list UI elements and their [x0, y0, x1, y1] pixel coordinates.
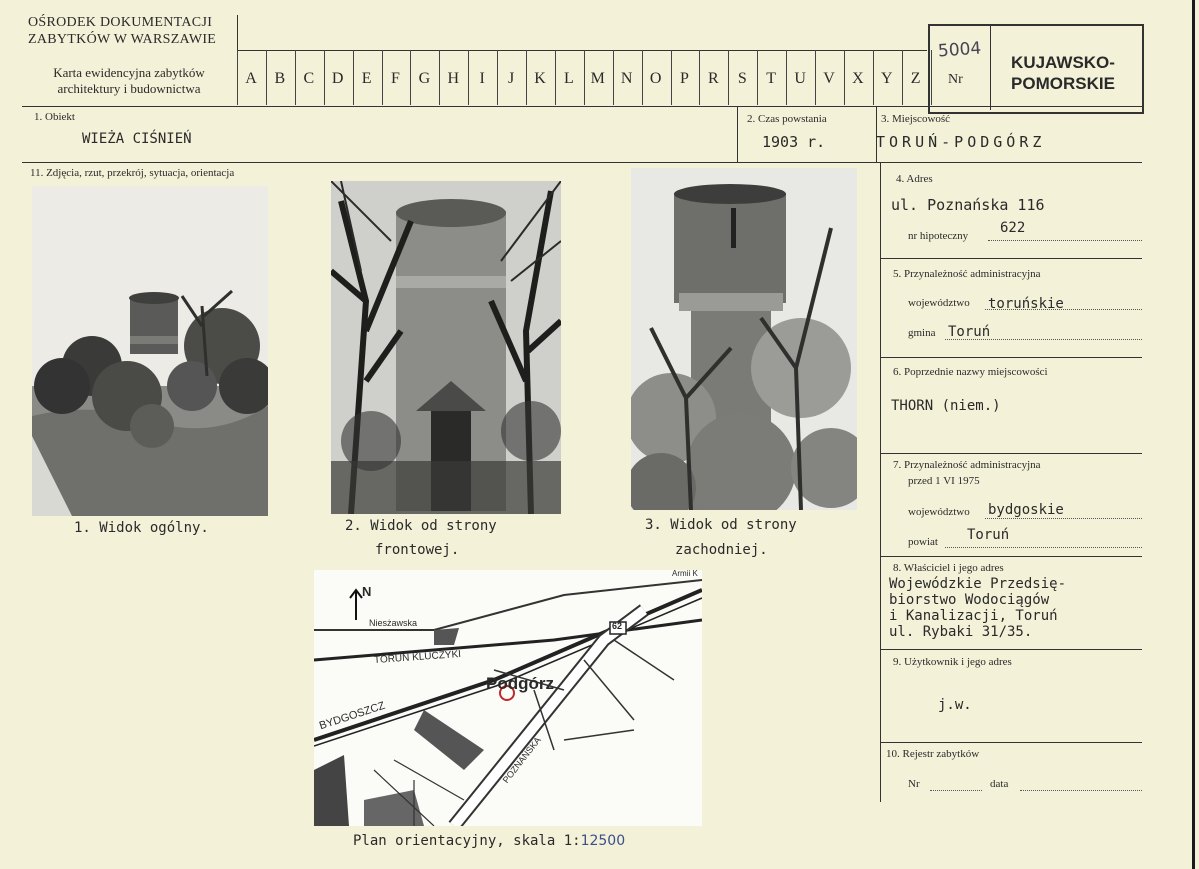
letter-index-e: E	[361, 70, 372, 87]
letter-index-u: U	[794, 70, 806, 87]
przynaleznosc2-sub: przed 1 VI 1975	[908, 475, 980, 487]
powiat-value: Toruń	[967, 527, 1010, 543]
adres-value: ul. Poznańska 116	[891, 196, 1045, 214]
photo-caption-3a: 3. Widok od strony	[645, 517, 797, 533]
wojewodztwo-label: województwo	[908, 297, 970, 309]
poprzednie-nazwy-label: 6. Poprzednie nazwy miejscowości	[893, 366, 1048, 378]
rejestr-label: 10. Rejestr zabytków	[886, 748, 980, 760]
wlasciciel-line-2: biorstwo Wodociągów	[889, 592, 1050, 608]
wlasciciel-line-1: Wojewódzkie Przedsię-	[889, 576, 1067, 592]
orientation-map	[314, 570, 702, 826]
photo-front-view	[331, 181, 561, 514]
letter-index-p: P	[680, 70, 689, 87]
map-caption	[353, 833, 625, 849]
map-label-62: 62	[612, 621, 623, 631]
letter-index-n: N	[620, 70, 633, 87]
wojewodztwo-value: toruńskie	[988, 296, 1064, 312]
photo-west-view	[631, 168, 857, 510]
region-line-1: KUJAWSKO-	[1011, 53, 1115, 72]
wojewodztwo2-label: województwo	[908, 506, 970, 518]
letter-index-h: H	[447, 70, 460, 87]
przynaleznosc2-label: 7. Przynależność administracyjna	[893, 459, 1041, 471]
letter-index-v: V	[823, 70, 835, 87]
photo-caption-3b: zachodniej.	[675, 542, 768, 558]
letter-index-l: L	[564, 70, 574, 87]
map-label-niestawska: Niesżawska	[369, 618, 418, 628]
obiekt-value: WIEŻA CIŚNIEŃ	[82, 131, 192, 147]
photo-caption-2a: 2. Widok od strony	[345, 518, 497, 534]
region-line-2: POMORSKIE	[1011, 74, 1115, 93]
uzytkownik-value: j.w.	[938, 697, 972, 713]
map-label-armii: Armii K	[672, 570, 698, 578]
letter-index-t: T	[766, 70, 777, 87]
letter-index-c: C	[303, 70, 315, 87]
uzytkownik-label: 9. Użytkownik i jego adres	[893, 656, 1012, 668]
region-name	[998, 52, 1128, 94]
wlasciciel-line-4: ul. Rybaki 31/35.	[889, 624, 1033, 640]
letter-index-k: K	[534, 70, 546, 87]
gmina-label: gmina	[908, 327, 936, 339]
nr-label: Nr	[948, 72, 963, 87]
wlasciciel-value	[889, 576, 1066, 640]
photo-caption-2b: frontowej.	[375, 542, 460, 558]
zdjecia-label: 11. Zdjęcia, rzut, przekrój, sytuacja, orientacja	[30, 167, 235, 179]
letter-index-f: F	[391, 70, 400, 87]
przynaleznosc-label: 5. Przynależność administracyjna	[893, 268, 1041, 280]
rejestr-nr-label: Nr	[908, 778, 920, 790]
letter-index-d: D	[331, 70, 344, 87]
nr-hipoteczny-value: 622	[1000, 220, 1026, 236]
powiat-label: powiat	[908, 536, 938, 548]
card-type-line-1: Karta ewidencyjna zabytków	[53, 65, 205, 80]
obiekt-label: 1. Obiekt	[34, 111, 75, 123]
nr-handwritten: 5004	[937, 38, 982, 62]
map-scale-value: 12500	[580, 833, 626, 849]
card-type	[34, 65, 224, 97]
letter-index-s: S	[737, 70, 747, 87]
letter-index-o: O	[649, 70, 662, 87]
institution-line-1: OŚRODEK DOKUMENTACJI	[28, 15, 213, 30]
wlasciciel-label: 8. Właściciel i jego adres	[893, 562, 1004, 574]
letter-index-b: B	[274, 70, 286, 87]
czas-value: 1903 r.	[762, 133, 826, 151]
miejscowosc-value: TORUŃ-PODGÓRZ	[876, 133, 1046, 151]
gmina-value: Toruń	[948, 324, 991, 340]
map-label-kluczyki: TORUŃ KLUCZYKI	[373, 648, 462, 667]
poprzednie-nazwy-value: THORN (niem.)	[891, 398, 1001, 414]
miejscowosc-label: 3. Miejscowość	[881, 113, 951, 125]
map-label-bydgoszcz: BYDGOSZCZ	[317, 699, 387, 733]
letter-index-z: Z	[910, 70, 921, 87]
wlasciciel-line-3: i Kanalizacji, Toruń	[889, 608, 1058, 624]
institution-name	[28, 14, 216, 48]
photo-caption-1: 1. Widok ogólny.	[74, 520, 209, 536]
letter-index-g: G	[418, 70, 431, 87]
letter-index-m: M	[590, 70, 605, 87]
letter-index-j: J	[507, 70, 515, 87]
map-label-n: N	[362, 584, 372, 599]
wojewodztwo2-value: bydgoskie	[988, 502, 1064, 518]
letter-index-i: I	[479, 70, 485, 87]
map-caption-prefix: Plan orientacyjny, skala 1:	[353, 833, 581, 849]
nr-hipoteczny-label: nr hipoteczny	[908, 230, 969, 242]
map-label-poznanska: POZNAŃSKA	[500, 735, 543, 785]
photo-general-view	[32, 186, 268, 516]
czas-label: 2. Czas powstania	[747, 113, 827, 125]
institution-line-2: ZABYTKÓW W WARSZAWIE	[28, 32, 217, 47]
letter-index-r: R	[708, 70, 719, 87]
letter-index-y: Y	[881, 70, 893, 87]
adres-label: 4. Adres	[896, 173, 933, 185]
letter-index-a: A	[245, 70, 257, 87]
card-type-line-2: architektury i budownictwa	[57, 81, 201, 96]
rejestr-data-label: data	[990, 778, 1009, 790]
map-label-podgorz: Podgórz	[486, 674, 554, 693]
letter-index-x: X	[852, 70, 864, 87]
